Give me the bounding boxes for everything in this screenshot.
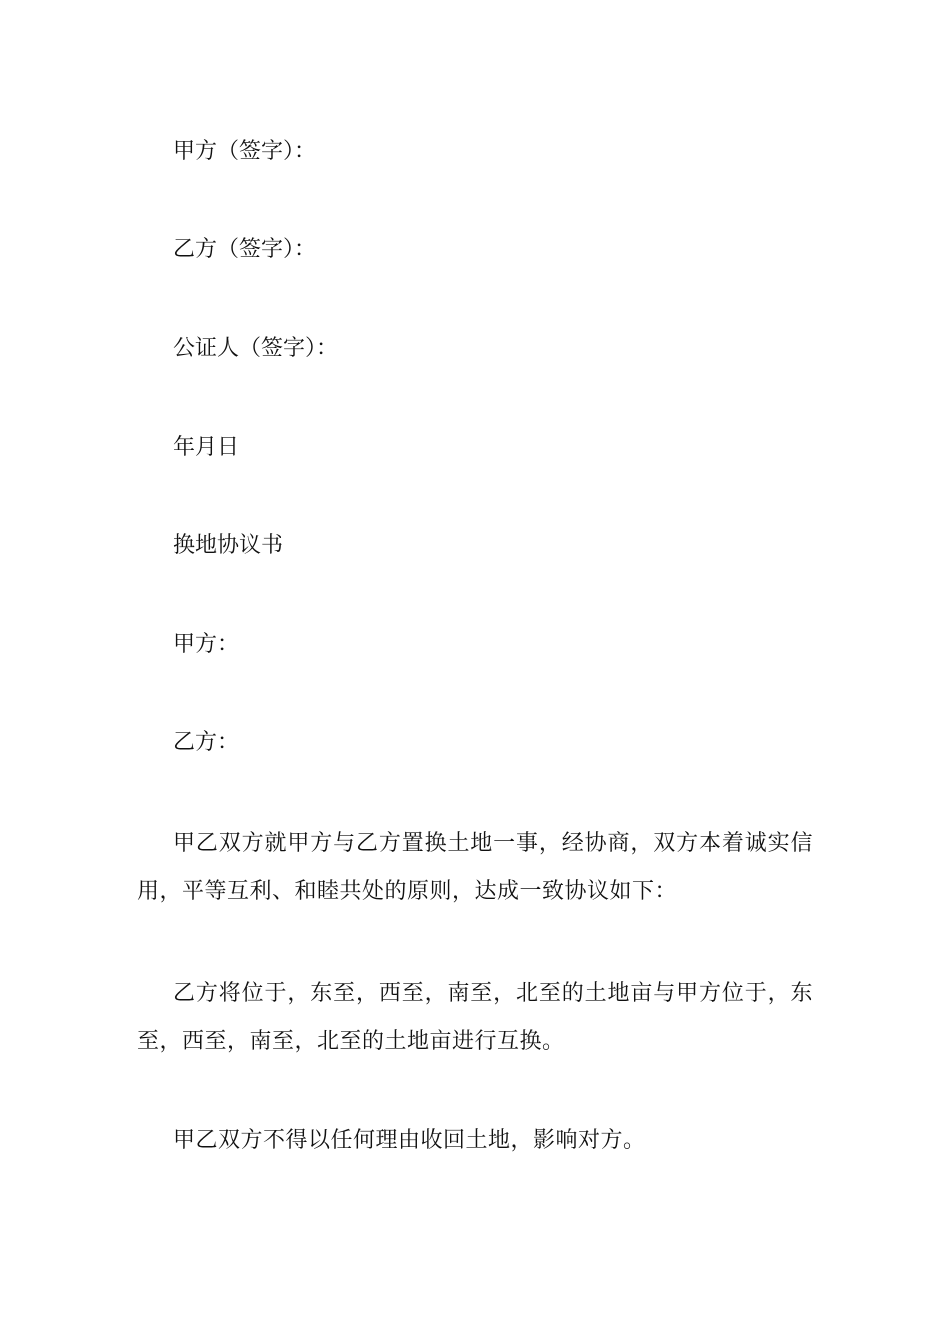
paragraph-no-revoke: 甲乙双方不得以任何理由收回土地，影响对方。	[173, 1128, 646, 1153]
date-line: 年月日	[173, 435, 240, 460]
party-b-line: 乙方：	[173, 730, 240, 755]
paragraph-exchange: 乙方将位于，东至，西至，南至，北至的土地亩与甲方位于，东至，西至，南至，北至的土地亩进行互换。	[137, 981, 813, 1054]
party-a-line: 甲方：	[173, 632, 240, 657]
agreement-title: 换地协议书	[173, 533, 284, 558]
party-b-signature-line: 乙方（签字）：	[173, 237, 317, 262]
party-a-signature-line: 甲方（签字）：	[173, 139, 317, 164]
notary-signature-line: 公证人（签字）：	[173, 336, 339, 361]
paragraph-intro: 甲乙双方就甲方与乙方置换土地一事，经协商，双方本着诚实信用，平等互利、和睦共处的原则，达成一致协议如下：	[137, 831, 813, 904]
